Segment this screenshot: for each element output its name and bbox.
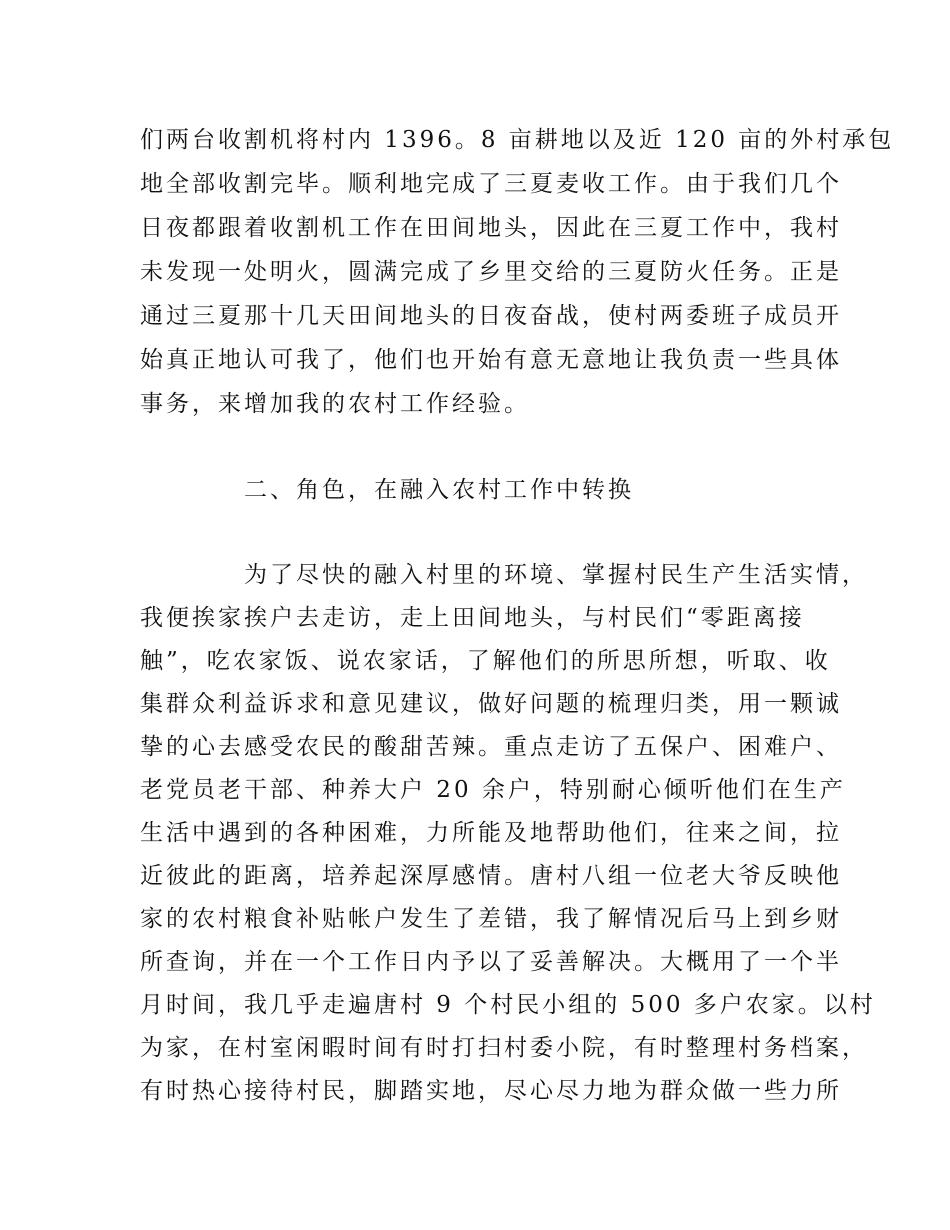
paragraph-1-line-3: 日夜都跟着收割机工作在田间地头，因此在三夏工作中，我村: [140, 215, 842, 241]
paragraph-1-line-4: 未发现一处明火，圆满完成了乡里交给的三夏防火任务。正是: [140, 259, 842, 285]
paragraph-2-line-7: 生活中遇到的各种困难，力所能及地帮助他们，往来之间，拉: [140, 820, 842, 846]
paragraph-1-line-5: 通过三夏那十几天田间地头的日夜奋战，使村两委班子成员开: [140, 303, 842, 329]
paragraph-2-line-4: 集群众利益诉求和意见建议，做好问题的梳理归类，用一颗诚: [140, 691, 842, 717]
paragraph-2-line-6: 老党员老干部、种养大户 20 余户，特别耐心倾听他们在生产: [140, 777, 846, 803]
paragraph-2-line-8: 近彼此的距离，培养起深厚感情。唐村八组一位老大爷反映他: [140, 863, 842, 889]
paragraph-2-line-2: 我便挨家挨户去走访，走上田间地头，与村民们“零距离接: [140, 605, 805, 631]
paragraph-2-line-1: 为了尽快的融入村里的环境、掌握村民生产生活实情，: [244, 562, 868, 588]
paragraph-1-line-6: 始真正地认可我了，他们也开始有意无意地让我负责一些具体: [140, 347, 842, 373]
paragraph-1-line-7: 事务，来增加我的农村工作经验。: [140, 391, 530, 417]
paragraph-1-line-2: 地全部收割完毕。顺利地完成了三夏麦收工作。由于我们几个: [140, 171, 842, 197]
paragraph-2-line-10: 所查询，并在一个工作日内予以了妥善解决。大概用了一个半: [140, 949, 842, 975]
paragraph-2-line-9: 家的农村粮食补贴帐户发生了差错，我了解情况后马上到乡财: [140, 906, 842, 932]
paragraph-2-line-3: 触”，吃农家饭、说农家话，了解他们的所思所想，听取、收: [140, 648, 831, 674]
section-heading: 二、角色，在融入农村工作中转换: [244, 477, 634, 503]
paragraph-2-line-13: 有时热心接待村民，脚踏实地，尽心尽力地为群众做一些力所: [140, 1078, 842, 1104]
paragraph-1-line-1: 们两台收割机将村内 1396。8 亩耕地以及近 120 亩的外村承包: [140, 127, 895, 153]
paragraph-2-line-5: 挚的心去感受农民的酸甜苦辣。重点走访了五保户、困难户、: [140, 734, 842, 760]
paragraph-2-line-12: 为家，在村室闲暇时间有时打扫村委小院，有时整理村务档案，: [140, 1035, 868, 1061]
paragraph-2-line-11: 月时间，我几乎走遍唐村 9 个村民小组的 500 多户农家。以村: [140, 992, 876, 1018]
